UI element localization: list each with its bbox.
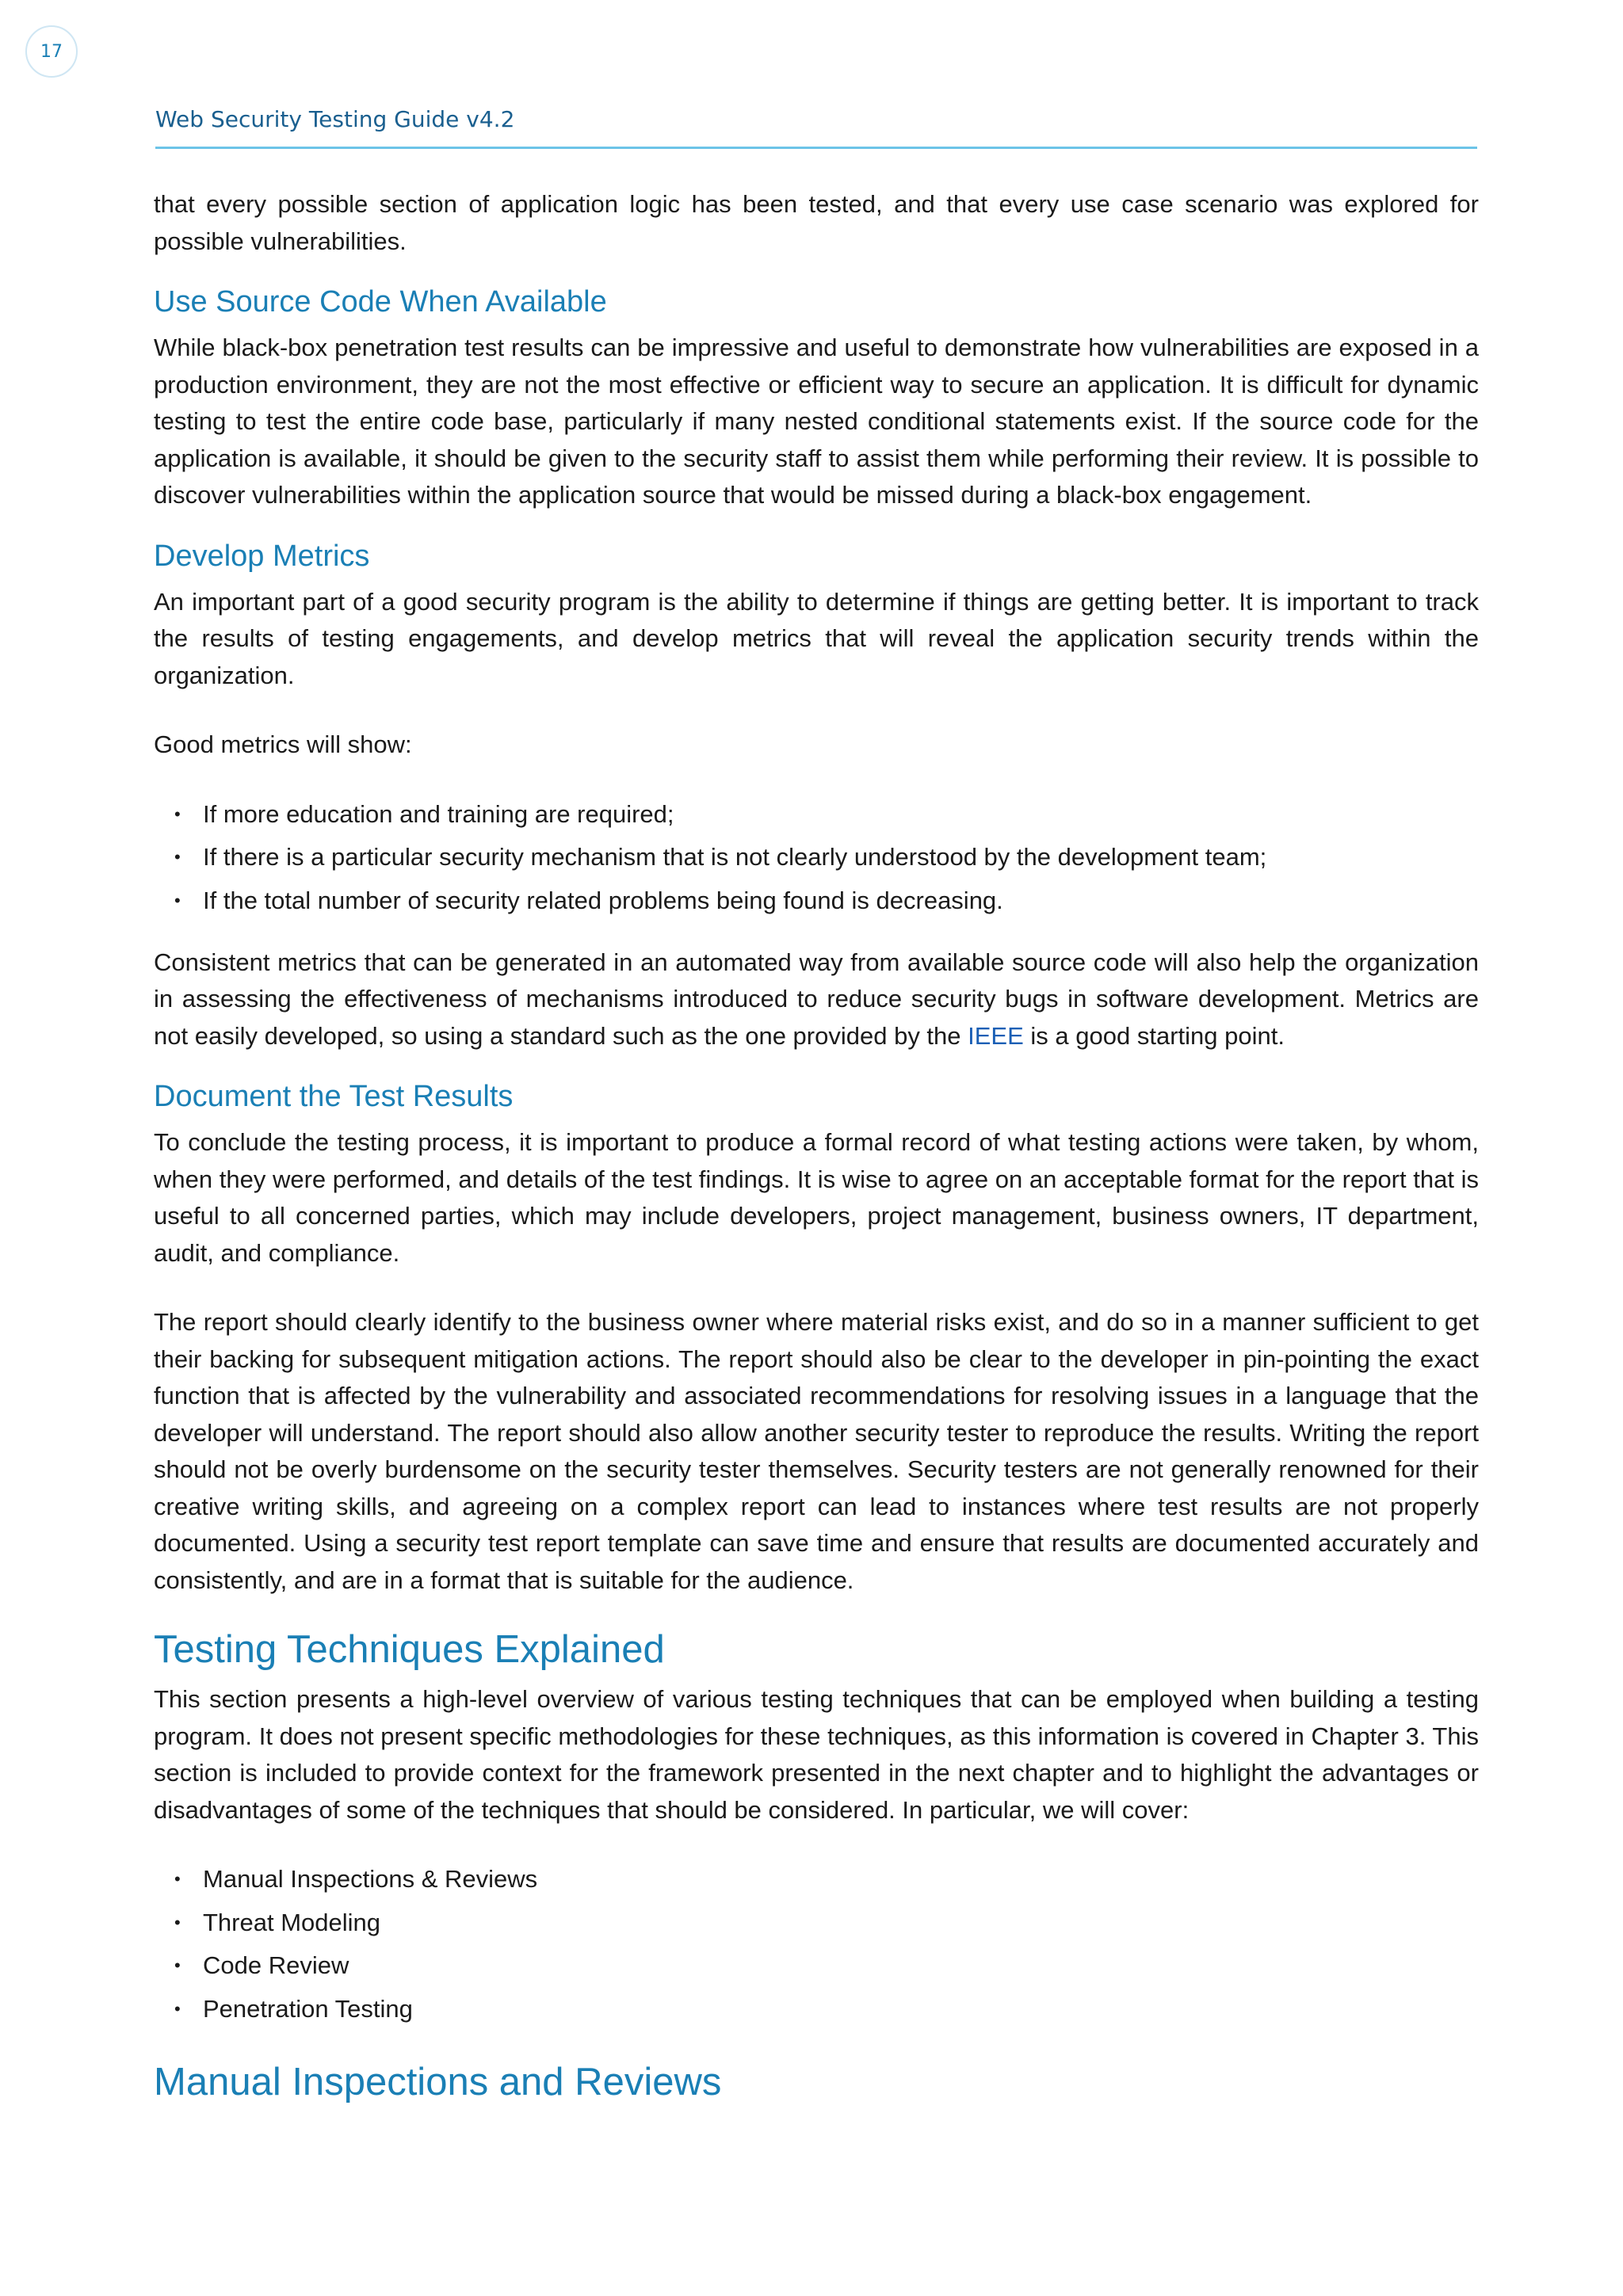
bullet-icon: • — [174, 803, 181, 824]
list-item — [154, 1991, 1479, 2027]
list-item-text: If the total number of security related problems being found is decreasing. — [203, 886, 1003, 914]
list-item — [154, 796, 1479, 833]
metrics-paragraph-1: An important part of a good security program is the ability to determine if things are getting better. It is important to track the results of testing engagements, and develop metrics that will reveal the application security trends within the organization. — [154, 587, 1479, 689]
list-item-text: Code Review — [203, 1951, 349, 1979]
bullet-icon: • — [174, 1955, 181, 1975]
list-item-text: If there is a particular security mechanism that is not clearly understood by the development team; — [203, 843, 1267, 871]
source-code-paragraph: While black-box penetration test results can be impressive and useful to demonstrate how vulnerabilities are exposed in a production environment, they are not the most effective or efficient way to secure an application. It is difficult for dynamic testing to test the entire code base, particularly if many nested conditional statements exist. If the source code for the application is available, it should be given to the security staff to assist them while performing their review. It is possible to discover vulnerabilities within the application source that would be missed during a black-box engagement. — [154, 334, 1479, 509]
document-paragraph-1: To conclude the testing process, it is important to produce a formal record of what testing actions were taken, by whom, when they were performed, and details of the test findings. It is wise to agree on an acceptable format for the report that is useful to all concerned parties, which may include developers, project management, business owners, IT department, audit, and compliance. — [154, 1128, 1479, 1267]
heading-testing-techniques: Testing Techniques Explained — [154, 1628, 665, 1671]
metrics-paragraph-2: Good metrics will show: — [154, 730, 412, 758]
ieee-link[interactable]: IEEE — [968, 1021, 1024, 1050]
heading-use-source-code: Use Source Code When Available — [154, 285, 607, 318]
heading-develop-metrics: Develop Metrics — [154, 539, 370, 573]
metrics-paragraph-3 — [154, 944, 1479, 1055]
list-item — [154, 1947, 1479, 1984]
bullet-icon: • — [174, 1912, 181, 1932]
running-header: Web Security Testing Guide v4.2 — [155, 106, 515, 132]
bullet-icon: • — [174, 847, 181, 867]
heading-document-results: Document the Test Results — [154, 1080, 514, 1113]
list-item — [154, 1861, 1479, 1897]
intro-paragraph: that every possible section of application logic has been tested, and that every use case scenario was explored for possible vulnerabilities. — [154, 190, 1479, 255]
list-item-text: Penetration Testing — [203, 1994, 413, 2023]
list-item-text: Threat Modeling — [203, 1908, 381, 1936]
techniques-paragraph: This section presents a high-level overview of various testing techniques that can be employed when building a testing program. It does not present specific methodologies for these techniques, as this information is covered in Chapter 3. This section is included to provide context for the framework presented in the next chapter and to highlight the advantages or disadvantages of some of the techniques that should be considered. In particular, we will cover: — [154, 1685, 1479, 1824]
list-item-text: If more education and training are required; — [203, 799, 674, 828]
list-item-text: Manual Inspections & Reviews — [203, 1865, 538, 1893]
bullet-icon: • — [174, 1869, 181, 1889]
metrics-paragraph-3-end: is a good starting point. — [1023, 1021, 1285, 1050]
heading-manual-inspections: Manual Inspections and Reviews — [154, 2060, 722, 2103]
document-paragraph-2: The report should clearly identify to the business owner where material risks exist, and do so in a manner sufficient to get their backing for subsequent mitigation actions. The report should also be clear to the developer in pin-pointing the exact function that is affected by the vulnerability and associated recommendations for resolving issues in a language that the developer will understand. The report should also allow another security tester to reproduce the results. Writing the report should not be overly burdensome on the security tester themselves. Security testers are not generally renowned for their creative writing skills, and agreeing on a complex report can lead to instances where test results are not properly documented. Using a security test report template can save time and ensure that results are documented accurately and consistently, and are in a format that is suitable for the audience. — [154, 1308, 1479, 1594]
page-content — [154, 186, 1479, 2104]
metrics-bullet-list — [154, 796, 1479, 919]
header-divider — [155, 147, 1477, 149]
list-item — [154, 839, 1479, 875]
list-item — [154, 883, 1479, 919]
bullet-icon: • — [174, 890, 181, 910]
page-number-badge: 17 — [25, 25, 78, 78]
metrics-paragraph-3-start: Consistent metrics that can be generated in an automated way from available source code will also help the organization in assessing the effectiveness of mechanisms introduced to reduce security bugs in software development. Metrics are not easily developed, so using a standard such as the one provided by the — [154, 948, 1479, 1050]
bullet-icon: • — [174, 1998, 181, 2019]
techniques-bullet-list — [154, 1861, 1479, 2027]
list-item — [154, 1905, 1479, 1941]
